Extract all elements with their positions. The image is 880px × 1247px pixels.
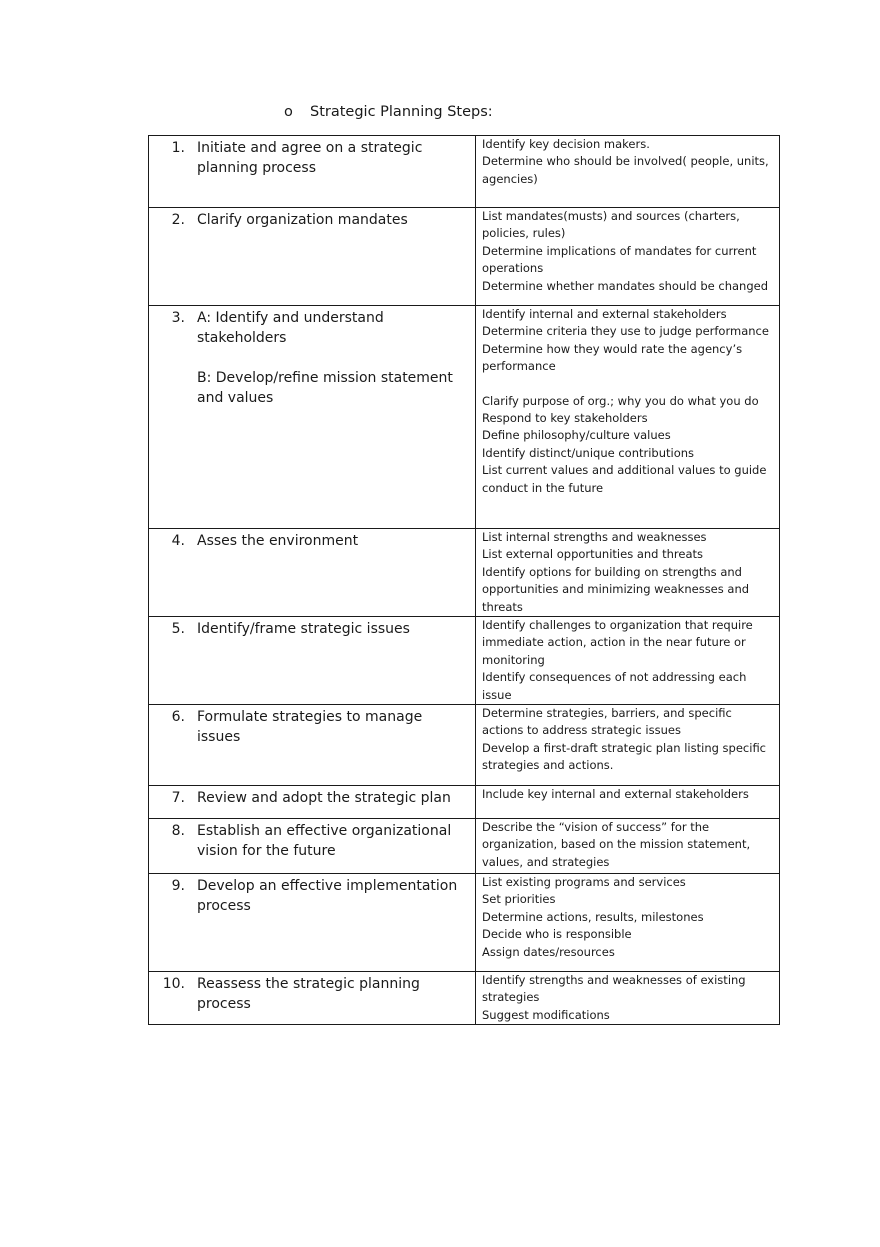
step-details-cell [476,617,780,705]
table-row [149,705,780,786]
detail-line: Identify distinct/unique contributions [482,445,695,460]
step-number: 3. [171,310,185,326]
detail-line: List mandates(musts) and sources (charters, policies, rules) [482,209,740,241]
detail-line: Identify options for building on strengths and opportunities and minimizing weaknesses and threats [482,564,750,614]
step-title: Review and adopt the strategic plan [197,790,451,807]
step-cell [149,617,476,705]
step-title: Reassess the strategic planning process [197,976,420,1013]
strategic-planning-table [148,135,780,1025]
detail-line: Suggest modifications [482,1007,610,1022]
detail-line: Determine whether mandates should be changed [482,278,769,293]
detail-line: List current values and additional values to guide conduct in the future [482,463,767,495]
step-cell [149,972,476,1025]
step-details-cell [476,705,780,786]
step-cell [149,136,476,208]
section-heading [284,104,493,120]
step-title: Initiate and agree on a strategic planning process [197,140,423,176]
detail-line: Determine strategies, barriers, and specific actions to address strategic issues [482,706,732,738]
step-cell [149,819,476,874]
detail-line: Develop a first-draft strategic plan listing specific strategies and actions. [482,740,767,773]
detail-line: Define philosophy/culture values [482,428,671,443]
detail-line: Determine how they would rate the agency’s performance [482,341,743,374]
step-cell [149,874,476,972]
detail-line: Assign dates/resources [482,944,615,959]
detail-line: Describe the “vision of success” for the organization, based on the mission statement, values, and strategies [482,820,751,869]
step-number: 9. [171,878,185,895]
heading-title: Strategic Planning Steps: [310,104,493,120]
detail-line: Identify consequences of not addressing each issue [482,670,747,702]
detail-line: Identify challenges to organization that require immediate action, action in the near future or monitoring [482,618,753,667]
step-number: 5. [171,621,185,638]
step-details-cell [476,972,780,1025]
step-details-cell [476,874,780,972]
step-number: 2. [171,212,185,228]
detail-line: Decide who is responsible [482,927,632,942]
step-details-cell [476,208,780,306]
table-row [149,529,780,617]
step-number: 6. [171,709,185,726]
detail-line: List external opportunities and threats [482,547,704,562]
detail-line: List internal strengths and weaknesses [482,530,707,544]
table-row [149,136,780,208]
step-details-cell [476,819,780,874]
step-title: Identify/frame strategic issues [197,621,410,638]
detail-line: Set priorities [482,892,556,907]
step-title: Formulate strategies to manage issues [197,709,423,746]
detail-line: Determine criteria they use to judge performance [482,324,769,339]
detail-line: Determine who should be involved( people, units, agencies) [482,154,769,186]
step-number: 1. [171,140,185,156]
detail-line: Identify strengths and weaknesses of existing strategies [482,973,746,1005]
heading-bullet: o [284,104,293,120]
detail-line: Determine implications of mandates for current operations [482,243,757,276]
step-details-cell [476,136,780,208]
step-title: Clarify organization mandates [197,212,408,228]
step-cell [149,306,476,529]
step-details-cell [476,306,780,529]
table-row [149,874,780,972]
step-number: 7. [171,790,185,807]
step-cell [149,786,476,819]
step-title: Establish an effective organizational vision for the future [197,823,452,860]
step-title-b: B: Develop/refine mission statement and values [197,370,453,406]
step-number: 4. [171,533,185,549]
detail-line: Clarify purpose of org.; why you do what you do [482,393,759,408]
detail-line: Determine actions, results, milestones [482,909,704,924]
table-row [149,972,780,1025]
step-title: Asses the environment [197,533,359,549]
detail-line: List existing programs and services [482,875,686,890]
step-cell [149,705,476,786]
step-title: Develop an effective implementation process [197,878,458,915]
step-details-cell [476,786,780,819]
step-details-cell [476,529,780,617]
step-title: A: Identify and understand stakeholders [197,310,384,346]
table-row [149,819,780,874]
step-cell [149,529,476,617]
step-cell [149,208,476,306]
table-row [149,786,780,819]
detail-line: Identify key decision makers. [482,137,650,151]
table-row [149,306,780,529]
step-number: 10. [162,976,185,993]
detail-line: Include key internal and external stakeholders [482,787,749,802]
table-row [149,617,780,705]
detail-line: Respond to key stakeholders [482,411,648,426]
table-row [149,208,780,306]
step-number: 8. [171,823,185,840]
detail-line: Identify internal and external stakeholders [482,307,727,321]
